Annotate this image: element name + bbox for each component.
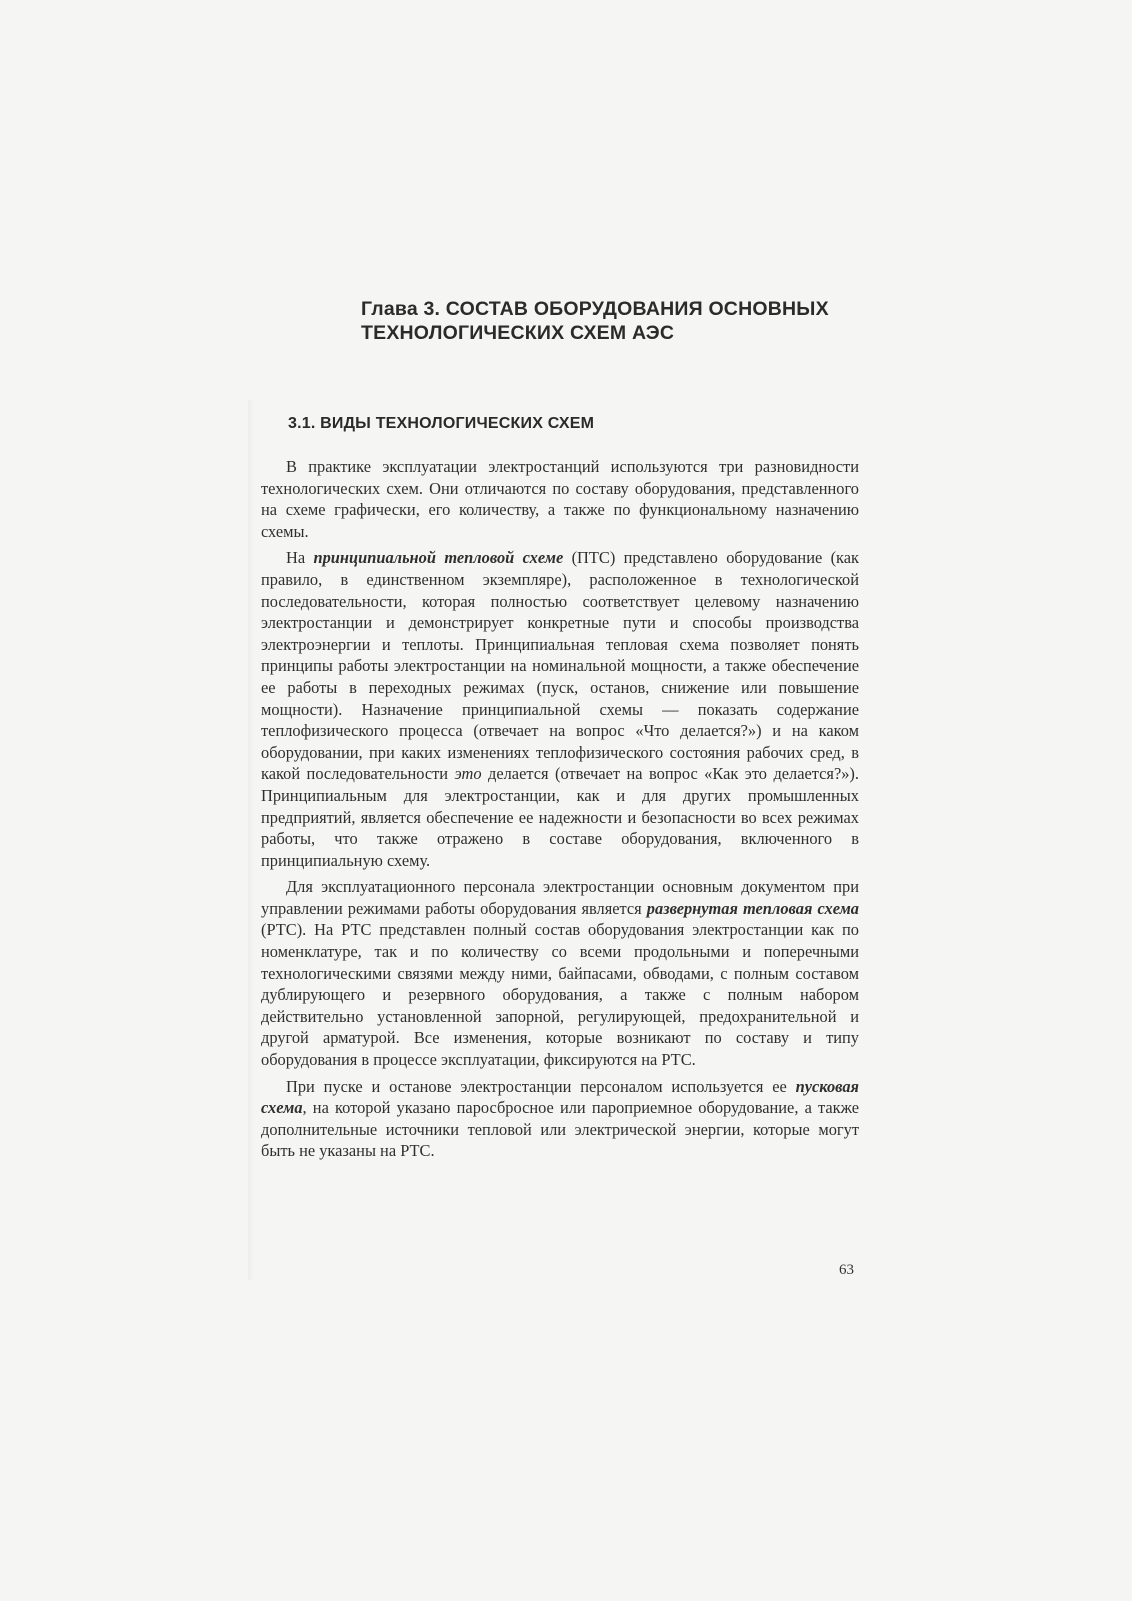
- chapter-title-line-2: ТЕХНОЛОГИЧЕСКИХ СХЕМ АЭС: [361, 322, 675, 344]
- paragraph-4-tail: , на которой указано паросбросное или пароприемное оборудование, а также дополнительные источники тепловой или электрической энергии, которые могут быть не указаны на РТС.: [261, 1098, 859, 1161]
- paragraph-2-lead: На: [286, 548, 314, 568]
- term-startup-scheme: пусковая схема: [261, 1076, 859, 1118]
- paragraph-2-body: (ПТС) представлено оборудование (как правило, в единственном экземпляре), расположенное в технологической последовательности, которая полностью соответствует целевому назначению электростанции и демонстрирует конкретные пути и способы производства электроэнергии и теплоты. Принципиальная тепловая схема позволяет понять принципы работы электростанции на номинальной мощности, а также обеспечение ее работы в переходных режимах (пуск, останов, снижение или повышение мощности). Назначение принципиальной схемы — показать содержание теплофизического процесса (отвечает на вопрос «Что делается?») и на каком оборудовании, при каких изменениях теплофизического состояния рабочих сред, в какой последовательности: [261, 548, 860, 784]
- page-number: 63: [839, 1262, 854, 1278]
- section-title: 3.1. ВИДЫ ТЕХНОЛОГИЧЕСКИХ СХЕМ: [288, 415, 595, 432]
- paragraph-4: [261, 1076, 859, 1162]
- body-text: [261, 456, 859, 1167]
- chapter-title-line-1: Глава 3. СОСТАВ ОБОРУДОВАНИЯ ОСНОВНЫХ: [361, 298, 829, 320]
- paragraph-3-tail: (РТС). На РТС представлен полный состав оборудования электростанции как по номенклатуре, так и по количеству со всеми продольными и поперечными технологическими связями между ними, байпасами, обводами, с полным составом дублирующего и резервного оборудования, а также с полным набором действительно установленной запорной, регулирующей, предохранительной и другой арматурой. Все изменения, которые возникают по составу и типу оборудования в процессе эксплуатации, фиксируются на РТС.: [261, 920, 859, 1070]
- term-principal-thermal-scheme: принципиальной тепловой схеме: [313, 548, 564, 568]
- paragraph-4-lead: При пуске и останове электростанции персоналом используется ее: [286, 1076, 796, 1096]
- italic-word: это: [454, 764, 482, 784]
- chapter-title: [361, 297, 881, 345]
- paragraph-3-lead: Для эксплуатационного персонала электростанции основным документом при управлении режимами работы оборудования является: [261, 877, 859, 918]
- page-gutter-shadow: [248, 400, 254, 1280]
- paragraph-1: [261, 456, 859, 542]
- paragraph-2: [261, 547, 859, 871]
- term-expanded-thermal-scheme: развернутая тепловая схема: [646, 898, 859, 918]
- paragraph-2-tail: делается (отвечает на вопрос «Как это делается?»). Принципиальным для электростанции, как и для других промышленных предприятий, является обеспечение ее надежности и безопасности во всех режимах работы, что также отражено в составе оборудования, включенного в принципиальную схему.: [261, 764, 859, 870]
- paragraph-1-text: В практике эксплуатации электростанций используются три разновидности технологических схем. Они отличаются по составу оборудования, представленного на схеме графически, его количеству, а также по функциональному назначению схемы.: [261, 457, 859, 541]
- paragraph-3: [261, 876, 859, 1070]
